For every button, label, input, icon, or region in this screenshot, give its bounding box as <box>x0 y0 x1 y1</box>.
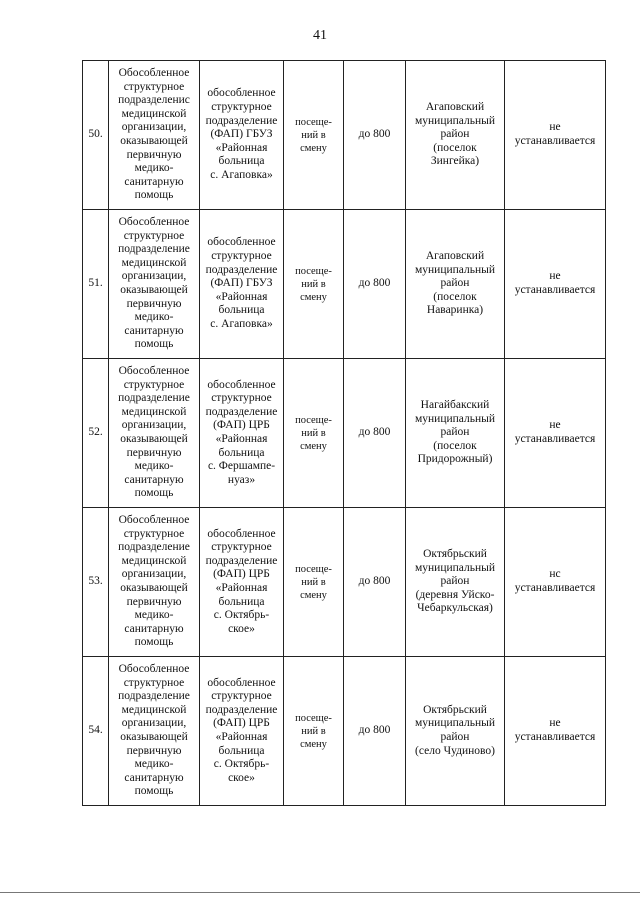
organization: обособленное структурное подразделение (ФАП) ГБУЗ «Районная больница с. Агаповка» <box>205 236 278 330</box>
note-cell <box>505 508 606 657</box>
value-cell <box>344 657 406 806</box>
table-row <box>83 61 606 210</box>
row-number-cell <box>83 359 109 508</box>
facilities-table <box>82 60 606 806</box>
row-number: 51. <box>88 277 103 290</box>
note-cell <box>505 61 606 210</box>
organization: обособленное структурное подразделение (ФАП) ГБУЗ «Районная больница с. Агаповка» <box>205 87 278 181</box>
value-cell <box>344 508 406 657</box>
value-cell <box>344 359 406 508</box>
area: Агаповский муниципальный район (поселок Наваринка) <box>414 250 496 317</box>
facility-type-cell <box>109 508 200 657</box>
row-number: 53. <box>88 575 103 588</box>
value-cell <box>344 210 406 359</box>
note: не устанавливается <box>514 717 596 743</box>
organization-cell <box>200 359 284 508</box>
unit-cell <box>284 657 344 806</box>
row-number-cell <box>83 508 109 657</box>
facility-type: Обособленное структурное подразделение медицинской организации, оказывающей первичную медико- санитарную помощь <box>118 514 190 649</box>
facility-type: Обособленное структурное подразделение медицинской организации, оказывающей первичную медико- санитарную помощь <box>118 663 190 798</box>
note: не устанавливается <box>514 419 596 445</box>
unit-cell <box>284 61 344 210</box>
area: Агаповский муниципальный район (поселок Зингейка) <box>414 101 496 168</box>
area: Октябрьский муниципальный район (деревня Уйско- Чебаркульская) <box>414 548 496 615</box>
unit: посеще- ний в смену <box>295 116 332 154</box>
table-row <box>83 210 606 359</box>
area: Нагайбакский муниципальный район (поселок Придорожный) <box>414 399 496 466</box>
row-number-cell <box>83 61 109 210</box>
page-bottom-rule <box>0 892 640 893</box>
organization: обособленное структурное подразделение (ФАП) ЦРБ «Районная больница с. Октябрь- ское» <box>205 527 278 635</box>
unit: посеще- ний в смену <box>295 712 332 750</box>
note-cell <box>505 210 606 359</box>
organization: обособленное структурное подразделение (ФАП) ЦРБ «Районная больница с. Октябрь- ское» <box>205 676 278 784</box>
table-row <box>83 657 606 806</box>
value: до 800 <box>358 575 391 588</box>
facility-type-cell <box>109 359 200 508</box>
note: не устанавливается <box>514 121 596 147</box>
area: Октябрьский муниципальный район (село Чудиново) <box>414 703 496 757</box>
unit: посеще- ний в смену <box>295 414 332 452</box>
organization-cell <box>200 210 284 359</box>
value-cell <box>344 61 406 210</box>
unit: посеще- ний в смену <box>295 563 332 601</box>
facility-type-cell <box>109 210 200 359</box>
facility-type-cell <box>109 61 200 210</box>
facility-type: Обособленное структурное подразделение медицинской организации, оказывающей первичную медико- санитарную помощь <box>118 216 190 351</box>
area-cell <box>406 210 505 359</box>
value: до 800 <box>358 724 391 737</box>
note: не устанавливается <box>514 270 596 296</box>
organization-cell <box>200 61 284 210</box>
unit-cell <box>284 359 344 508</box>
area-cell <box>406 508 505 657</box>
table-row <box>83 359 606 508</box>
unit: посеще- ний в смену <box>295 265 332 303</box>
unit-cell <box>284 508 344 657</box>
value: до 800 <box>358 128 391 141</box>
note-cell <box>505 359 606 508</box>
note: нс устанавливается <box>514 568 596 594</box>
area-cell <box>406 657 505 806</box>
table-row <box>83 508 606 657</box>
row-number: 54. <box>88 724 103 737</box>
row-number: 50. <box>88 128 103 141</box>
value: до 800 <box>358 426 391 439</box>
organization-cell <box>200 508 284 657</box>
value: до 800 <box>358 277 391 290</box>
page-number: 41 <box>313 28 327 43</box>
area-cell <box>406 61 505 210</box>
row-number-cell <box>83 657 109 806</box>
row-number-cell <box>83 210 109 359</box>
facility-type: Обособленное структурное подразделенис медицинской организации, оказывающей первичную медико- санитарную помощь <box>118 67 190 202</box>
organization-cell <box>200 657 284 806</box>
facility-type-cell <box>109 657 200 806</box>
area-cell <box>406 359 505 508</box>
organization: обособленное структурное подразделение (ФАП) ЦРБ «Районная больница с. Фершампе- нуаз» <box>205 378 278 486</box>
facility-type: Обособленное структурное подразделение медицинской организации, оказывающей первичную медико- санитарную помощь <box>118 365 190 500</box>
unit-cell <box>284 210 344 359</box>
row-number: 52. <box>88 426 103 439</box>
note-cell <box>505 657 606 806</box>
